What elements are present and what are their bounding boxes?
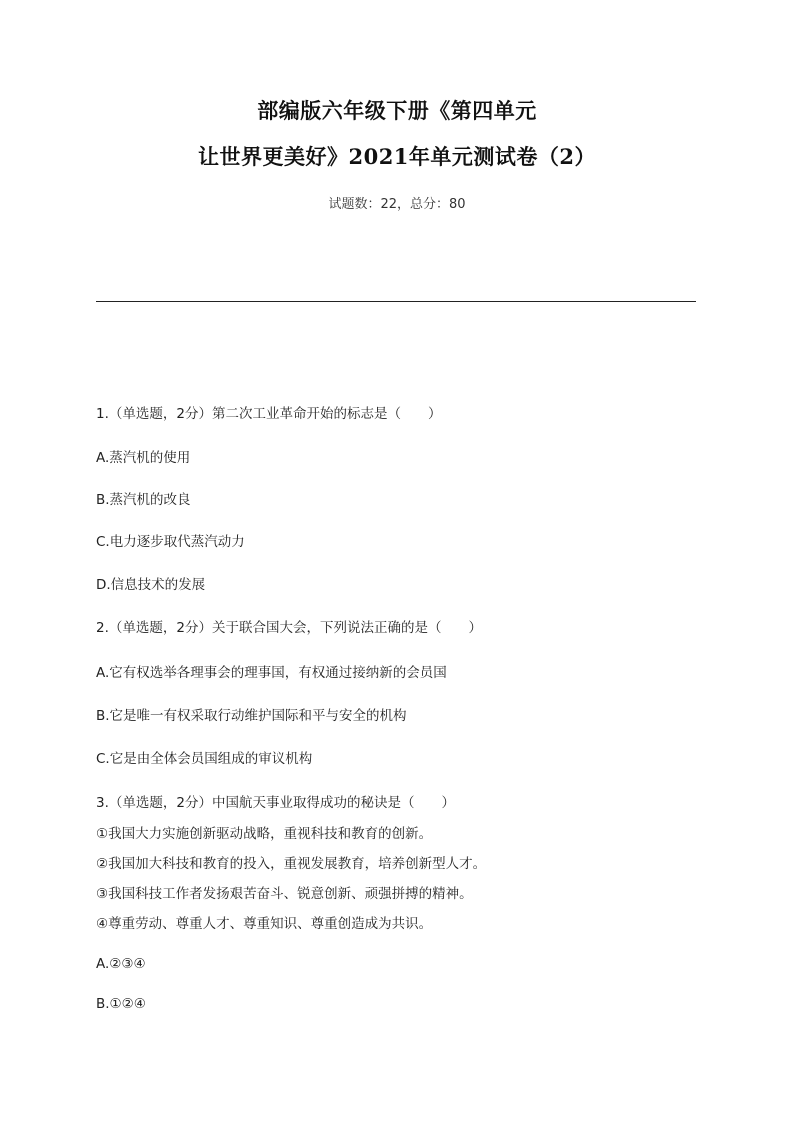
exam-summary: 试题数：22，总分：80 [328, 197, 466, 212]
question-1-option-a[interactable]: A.蒸汽机的使用 [96, 450, 191, 466]
question-2-option-c[interactable]: C.它是由全体会员国组成的审议机构 [96, 751, 313, 767]
question-1-option-b[interactable]: B.蒸汽机的改良 [96, 492, 191, 508]
question-1-stem: 1.（单选题，2分）第二次工业革命开始的标志是（ ） [96, 406, 442, 422]
question-3-option-a[interactable]: A.②③④ [96, 956, 146, 972]
question-3-statement-2: ②我国加大科技和教育的投入，重视发展教育，培养创新型人才。 [96, 856, 487, 872]
question-3-option-b[interactable]: B.①②④ [96, 996, 146, 1012]
question-2-option-a[interactable]: A.它有权选举各理事会的理事国，有权通过接纳新的会员国 [96, 665, 447, 681]
question-2-stem: 2.（单选题，2分）关于联合国大会，下列说法正确的是（ ） [96, 620, 482, 636]
question-3-statement-3: ③我国科技工作者发扬艰苦奋斗、锐意创新、顽强拼搏的精神。 [96, 886, 473, 902]
question-1-option-d[interactable]: D.信息技术的发展 [96, 577, 206, 593]
question-3-stem: 3.（单选题，2分）中国航天事业取得成功的秘诀是（ ） [96, 795, 455, 811]
question-2-option-b[interactable]: B.它是唯一有权采取行动维护国际和平与安全的机构 [96, 708, 407, 724]
question-3-statement-4: ④尊重劳动、尊重人才、尊重知识、尊重创造成为共识。 [96, 916, 433, 932]
question-3-statement-1: ①我国大力实施创新驱动战略，重视科技和教育的创新。 [96, 826, 433, 842]
document-title-line-2: 让世界更美好》2021年单元测试卷（2） [197, 144, 597, 169]
document-title-line-1: 部编版六年级下册《第四单元 [257, 98, 537, 123]
header-divider [96, 301, 696, 302]
question-1-option-c[interactable]: C.电力逐步取代蒸汽动力 [96, 534, 245, 550]
